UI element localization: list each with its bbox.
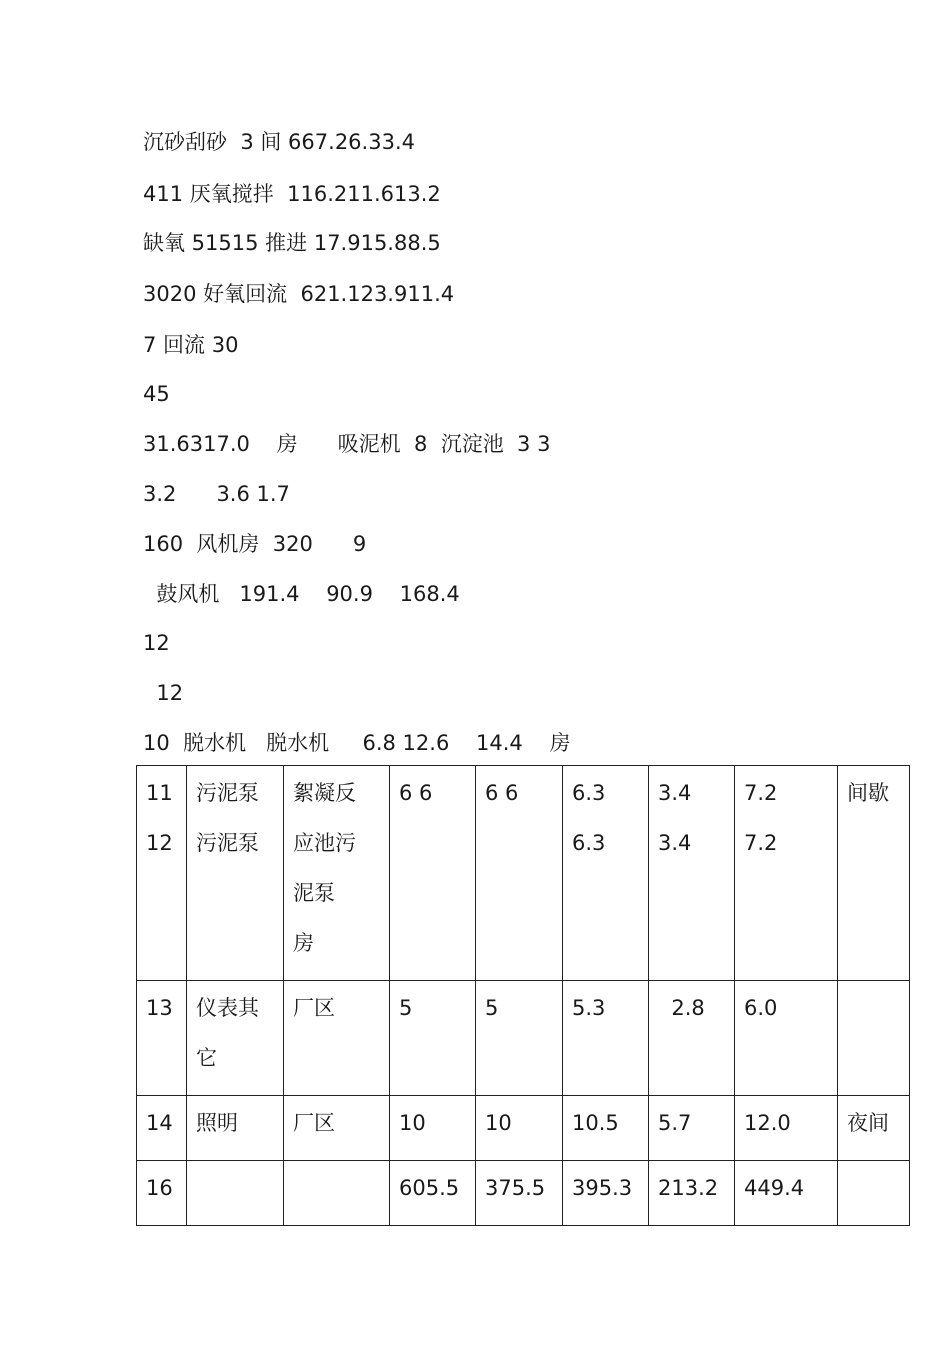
cell-text: 6 6 (485, 781, 519, 805)
text-line: 缺氧 51515 推进 17.915.88.5 (143, 231, 441, 255)
table-cell (284, 766, 390, 981)
cell-text: 厂区 (293, 996, 335, 1020)
cell-text: 它 (196, 1046, 217, 1070)
text-line: 160 风机房 320 9 (143, 532, 367, 556)
cell-text: 应池污 (293, 831, 356, 855)
cell-text: 仪表其 (196, 996, 259, 1020)
cell-text: 11 (146, 781, 173, 805)
cell-text: 16 (146, 1176, 173, 1200)
text-line: 411 厌氧搅拌 116.211.613.2 (143, 182, 441, 206)
table-cell (649, 766, 735, 981)
cell-text: 10.5 (572, 1111, 619, 1135)
table-cell (735, 1096, 838, 1161)
cell-text: 2.8 (658, 996, 705, 1020)
table-cell (137, 1161, 187, 1226)
cell-text: 泥泵 (293, 881, 335, 905)
cell-text: 房 (293, 931, 314, 955)
cell-text: 12.0 (744, 1111, 791, 1135)
text-line: 12 (143, 631, 170, 655)
cell-text: 213.2 (658, 1176, 719, 1200)
text-line: 10 脱水机 脱水机 6.8 12.6 14.4 房 (143, 731, 571, 755)
text-line: 12 (143, 681, 184, 705)
cell-text: 6.3 (572, 831, 606, 855)
cell-text: 5.3 (572, 996, 606, 1020)
cell-text: 3.4 (658, 831, 692, 855)
cell-text: 污泥泵 (196, 831, 259, 855)
table-cell (563, 1096, 649, 1161)
table-cell (390, 766, 476, 981)
table-cell (390, 1096, 476, 1161)
table-cell (284, 1096, 390, 1161)
cell-text: 污泥泵 (196, 781, 259, 805)
cell-text: 厂区 (293, 1111, 335, 1135)
cell-text: 间歇 (847, 781, 889, 805)
cell-text: 605.5 (399, 1176, 460, 1200)
cell-text (847, 1175, 909, 1225)
table-cell (649, 1161, 735, 1226)
cell-text: 6.3 (572, 781, 606, 805)
table-row (137, 1161, 910, 1226)
table-row (137, 1096, 910, 1161)
cell-text: 6 6 (399, 781, 433, 805)
cell-text: 449.4 (744, 1176, 805, 1200)
table-row (137, 981, 910, 1096)
table-cell (137, 1096, 187, 1161)
table-cell (284, 981, 390, 1096)
cell-text: 375.5 (485, 1176, 546, 1200)
cell-text: 絮凝反 (293, 781, 356, 805)
cell-text: 14 (146, 1111, 173, 1135)
table-cell (390, 1161, 476, 1226)
text-line: 沉砂刮砂 3 间 667.26.33.4 (143, 130, 415, 154)
table-cell (284, 1161, 390, 1226)
text-line: 鼓风机 191.4 90.9 168.4 (143, 582, 460, 606)
text-line: 31.6317.0 房 吸泥机 8 沉淀池 3 3 (143, 432, 551, 456)
table-cell (476, 1161, 563, 1226)
cell-text: 3.4 (658, 781, 692, 805)
table-cell (137, 981, 187, 1096)
cell-text (196, 1175, 283, 1225)
cell-text: 5.7 (658, 1111, 692, 1135)
table-cell (187, 1161, 284, 1226)
text-line: 45 (143, 382, 170, 406)
cell-text: 395.3 (572, 1176, 633, 1200)
cell-text: 10 (485, 1111, 512, 1135)
cell-text: 夜间 (847, 1111, 889, 1135)
table-cell (563, 766, 649, 981)
table-cell (649, 1096, 735, 1161)
cell-text (293, 1175, 389, 1225)
table-cell (838, 766, 910, 981)
cell-text (847, 995, 909, 1045)
table-cell (838, 981, 910, 1096)
cell-text: 13 (146, 996, 173, 1020)
cell-text: 6.0 (744, 996, 778, 1020)
table-cell (187, 1096, 284, 1161)
cell-text: 7.2 (744, 831, 778, 855)
cell-text: 5 (399, 996, 413, 1020)
table-cell (563, 981, 649, 1096)
table-row (137, 766, 910, 981)
equipment-table (136, 765, 910, 1226)
cell-text: 照明 (196, 1111, 238, 1135)
table-cell (838, 1096, 910, 1161)
table-cell (476, 766, 563, 981)
table-cell (137, 766, 187, 981)
table-cell (187, 766, 284, 981)
table-cell (649, 981, 735, 1096)
table-cell (187, 981, 284, 1096)
text-line: 3.2 3.6 1.7 (143, 482, 290, 506)
table-cell (476, 981, 563, 1096)
table-cell (735, 1161, 838, 1226)
table-cell (563, 1161, 649, 1226)
table-cell (838, 1161, 910, 1226)
cell-text: 7.2 (744, 781, 778, 805)
table-cell (390, 981, 476, 1096)
cell-text: 12 (146, 831, 173, 855)
text-line: 7 回流 30 (143, 333, 239, 357)
table-cell (735, 766, 838, 981)
table-cell (735, 981, 838, 1096)
cell-text: 10 (399, 1111, 426, 1135)
table-cell (476, 1096, 563, 1161)
text-line: 3020 好氧回流 621.123.911.4 (143, 282, 455, 306)
cell-text: 5 (485, 996, 499, 1020)
